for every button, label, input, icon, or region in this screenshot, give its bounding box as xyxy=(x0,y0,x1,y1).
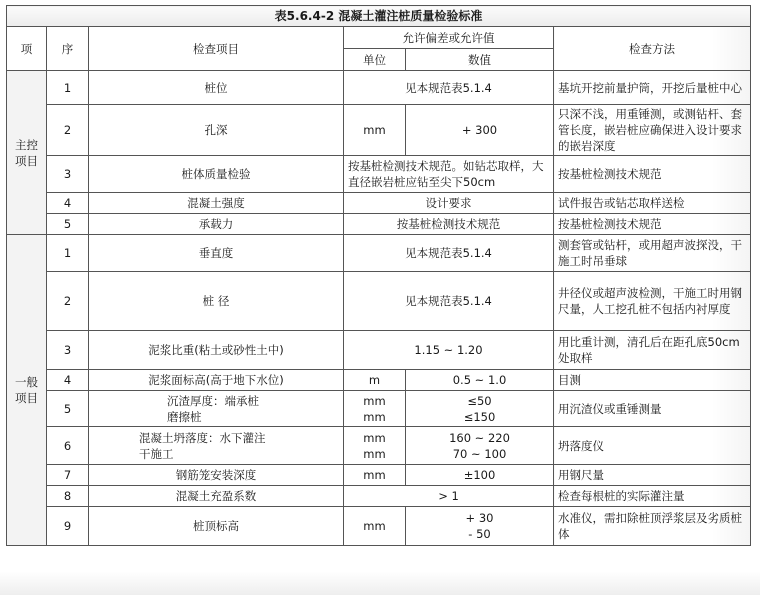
row-item: 混凝土坍落度：水下灌注 干施工 xyxy=(89,427,344,465)
row-unit: mm mm xyxy=(344,427,406,465)
row-no: 1 xyxy=(47,71,89,105)
row-unit: mm xyxy=(344,465,406,486)
row-item: 泥浆面标高(高于地下水位) xyxy=(89,370,344,391)
row-allowance: 见本规范表5.1.4 xyxy=(344,235,554,272)
row-no: 4 xyxy=(47,193,89,214)
row-method: 只深不浅，用重锤测，或测钻杆、套管长度，嵌岩桩应确保进入设计要求的嵌岩深度 xyxy=(554,105,751,156)
row-allowance: 见本规范表5.1.4 xyxy=(344,71,554,105)
row-unit: mm xyxy=(344,105,406,156)
row-unit: mm xyxy=(344,507,406,546)
row-no: 5 xyxy=(47,214,89,235)
row-allowance: 1.15 ~ 1.20 xyxy=(344,331,554,370)
row-unit: mm mm xyxy=(344,391,406,427)
row-allowance: 按基桩检测技术规范。如钻芯取样，大直径嵌岩桩应钻至尖下50cm xyxy=(344,156,554,193)
row-method: 用钢尺量 xyxy=(554,465,751,486)
row-method: 检查每根桩的实际灌注量 xyxy=(554,486,751,507)
row-no: 4 xyxy=(47,370,89,391)
row-no: 9 xyxy=(47,507,89,546)
row-allowance: 见本规范表5.1.4 xyxy=(344,272,554,331)
row-no: 6 xyxy=(47,427,89,465)
row-value: + 300 xyxy=(406,105,554,156)
row-allowance: 设计要求 xyxy=(344,193,554,214)
row-value: + 30 - 50 xyxy=(406,507,554,546)
row-method: 测套管或钻杆，或用超声波探没，干施工时吊垂球 xyxy=(554,235,751,272)
row-method: 井径仪或超声波检测，干施工时用钢尺量，人工挖孔桩不包括内衬厚度 xyxy=(554,272,751,331)
row-value: ≤50 ≤150 xyxy=(406,391,554,427)
row-method: 用比重计测，清孔后在距孔底50cm处取样 xyxy=(554,331,751,370)
group-general: 一般 项目 xyxy=(7,235,47,546)
row-method: 基坑开挖前量护筒，开挖后量桩中心 xyxy=(554,71,751,105)
row-method: 坍落度仪 xyxy=(554,427,751,465)
header-value: 数值 xyxy=(406,49,554,71)
header-unit: 单位 xyxy=(344,49,406,71)
row-item: 混凝土充盈系数 xyxy=(89,486,344,507)
row-no: 1 xyxy=(47,235,89,272)
row-item: 承载力 xyxy=(89,214,344,235)
row-item: 桩顶标高 xyxy=(89,507,344,546)
row-method: 目测 xyxy=(554,370,751,391)
row-item: 泥浆比重(粘土或砂性土中) xyxy=(89,331,344,370)
row-no: 2 xyxy=(47,272,89,331)
row-unit: m xyxy=(344,370,406,391)
row-value: ±100 xyxy=(406,465,554,486)
header-category: 项 xyxy=(7,27,47,71)
row-no: 5 xyxy=(47,391,89,427)
row-allowance: > 1 xyxy=(344,486,554,507)
header-method: 检查方法 xyxy=(554,27,751,71)
row-method: 水准仪，需扣除桩顶浮浆层及劣质桩体 xyxy=(554,507,751,546)
row-value: 0.5 ~ 1.0 xyxy=(406,370,554,391)
row-item: 钢筋笼安装深度 xyxy=(89,465,344,486)
table-title: 表5.6.4-2 混凝土灌注桩质量检验标准 xyxy=(7,6,751,27)
header-allowance: 允许偏差或允许值 xyxy=(344,27,554,49)
row-method: 按基桩检测技术规范 xyxy=(554,214,751,235)
row-value: 160 ~ 220 70 ~ 100 xyxy=(406,427,554,465)
row-method: 试件报告或钻芯取样送检 xyxy=(554,193,751,214)
row-no: 3 xyxy=(47,331,89,370)
row-item: 孔深 xyxy=(89,105,344,156)
row-method: 用沉渣仪或重锤测量 xyxy=(554,391,751,427)
header-item: 检查项目 xyxy=(89,27,344,71)
row-item: 桩体质量检验 xyxy=(89,156,344,193)
header-seq: 序 xyxy=(47,27,89,71)
row-no: 3 xyxy=(47,156,89,193)
row-item: 桩位 xyxy=(89,71,344,105)
row-no: 7 xyxy=(47,465,89,486)
group-main: 主控 项目 xyxy=(7,71,47,235)
row-method: 按基桩检测技术规范 xyxy=(554,156,751,193)
quality-inspection-table xyxy=(6,5,751,546)
row-no: 8 xyxy=(47,486,89,507)
row-no: 2 xyxy=(47,105,89,156)
row-item: 混凝土强度 xyxy=(89,193,344,214)
row-item: 桩 径 xyxy=(89,272,344,331)
row-item: 垂直度 xyxy=(89,235,344,272)
row-item: 沉渣厚度：端承桩 磨擦桩 xyxy=(89,391,344,427)
row-allowance: 按基桩检测技术规范 xyxy=(344,214,554,235)
